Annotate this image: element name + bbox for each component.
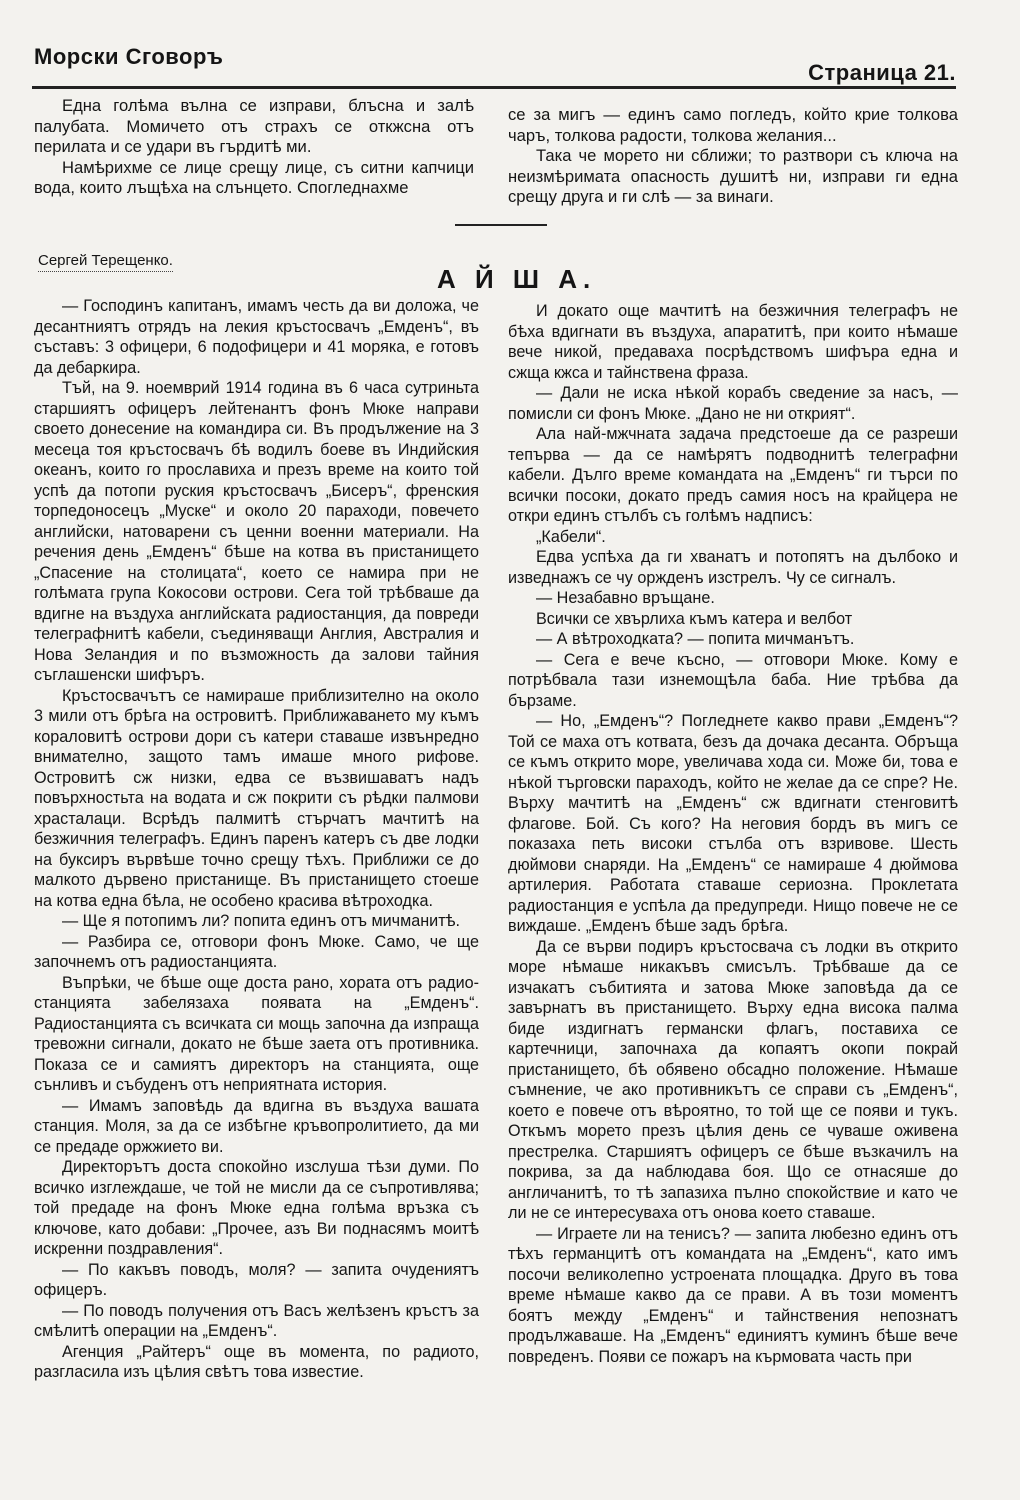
paragraph: Да се върви подиръ кръстосвача съ лодки въ открито море нѣмаше никакъвъ смисълъ. Трѣбваше да се изчакатъ събитията и затова Мюке заповѣда да се завърнатъ въ пристанището. Върху една висока палма биде издигнатъ германски флагъ, поставиха се картечници, започнаха да копаятъ окопи покрай пристанището, бѣ обявено обсадно положение. Нѣмаше съмнение, че ако противникътъ се справи съ „Емденъ“, което е повече отъ вѣроятно, то той ще се появи и тукъ. Откъмъ морето презъ цѣлия день се чуваше оживена престрелка. Старшиятъ офицеръ се бѣше възкачилъ на покрива, за да наблюдава боя. Що се отнасяше до англичанитѣ, то тѣ запазиха пълно спокойствие и като че ли не се интересуваха отъ онова което ставаше.: [508, 937, 958, 1222]
paragraph: се за мигъ — единъ само погледъ, който крие толкова чаръ, толкова радости, толкова желания...: [508, 105, 958, 145]
paragraph: Въпрѣки, че бѣше още доста рано, хората отъ радио-станцията забелязаха появата на „Емденъ“. Радиостанцията съ всичката си мощь започна да изпраща тревожни сигнали, докато не бѣше заета отъ противника. Показа се и самиятъ директоръ на станцията, още сънливъ и събуденъ отъ неприятната история.: [34, 973, 479, 1094]
article-title: А Й Ш А.: [437, 264, 597, 294]
paragraph: Кръстосвачътъ се намираше приблизително на около 3 мили отъ брѣга на островитѣ. Приближаването му къмъ кораловитѣ острови дори съ катери ставаше извънредно внимателно, защото тамъ имаше много рифове. Островитѣ сж низки, едва се възвишаватъ надъ повърхностьта на водата и сж покрити съ рѣдки палмови храсталаци. Всрѣдъ палмитѣ стърчатъ мачтитѣ на безжичния телеграфъ. Единъ паренъ катеръ съ две лодки на буксиръ вървѣше точно срещу тѣхъ. Приближи се до малкото дървено пристанище. Въ пристанището стоеше на котва една бѣла, не особено красива вѣтроходка.: [34, 686, 479, 910]
paragraph: — Играете ли на тенисъ? — запита любезно единъ отъ тѣхъ германцитѣ отъ командата на „Емденъ“, като имъ посочи великолепно устроената площадка. Друго въ това време нѣмаше какво да се прави. А въ този моментъ боятъ между „Емденъ“ и тайнствения непознатъ продължаваше. На „Емденъ“ единиятъ куминъ бѣше вече повреденъ. Появи се пожаръ на кърмовата часть при: [508, 1224, 958, 1366]
paragraph: — Господинъ капитанъ, имамъ честь да ви доложа, че десантниятъ отрядъ на лекия кръстосвачъ „Емденъ“, въ съставъ: 3 офицери, 6 подофицери и 41 моряка, е готовъ да дебаркира.: [34, 297, 479, 377]
paragraph: — Дали не иска нѣкой корабъ сведение за насъ, — помисли си фонъ Мюке. „Дано не ни открият“.: [508, 384, 958, 423]
paragraph: — Но, „Емденъ“? Погледнете какво прави „Емденъ“? Той се маха отъ котвата, безъ да дочака десанта. Обръща се къмъ открито море, увеличава хода си. Може би, това е нѣкой търговски параходъ, който не желае да се спре? Не. Върху мачтитѣ на „Емденъ“ сж вдигнати стенговитѣ флагове. Бой. Съ кого? На неговия бордъ въ мигъ се показаха петь високи стълба отъ взривове. Шесть дюймови снаряди. На „Емденъ“ се намираше 4 дюймова артилерия. Работата ставаше сериозна. Проклетата радиостанция е успѣла да предупреди. Нищо повече не се виждаше. „Емденъ бѣше задъ брѣга.: [508, 712, 958, 935]
magazine-title: Морски Сговоръ: [34, 44, 224, 69]
paragraph: — По поводъ получения отъ Васъ желѣзенъ кръстъ за смѣлитѣ операции на „Емденъ“.: [34, 1301, 479, 1340]
paragraph: — Разбира се, отговори фонъ Мюке. Само, че ще започнемъ отъ радиостанцията.: [34, 932, 479, 971]
paragraph: — Имамъ заповѣдь да вдигна въ въздуха вашата станция. Моля, за да се избѣгне кръвопролитието, да ми се предаде оржжието ви.: [34, 1096, 479, 1156]
paragraph: — А вѣтроходката? — попита мичманътъ.: [536, 630, 855, 648]
paragraph: Така че морето ни сближи; то разтвори съ ключа на неизмѣримата опасность душитѣ ни, изправи ги една срещу друга и ги слѣ — за винаги.: [508, 146, 958, 207]
paragraph: — Сега е вече късно, — отговори Мюке. Кому е потрѣбвала тази изнемощѣла баба. Ние трѣбва да бързаме.: [508, 650, 958, 710]
paragraph: Едва успѣха да ги хванатъ и потопятъ на дълбоко и изведнажъ се чу оржденъ изстрелъ. Чу се сигналъ.: [508, 548, 958, 587]
paragraph: Агенция „Райтеръ“ още въ момента, по радиото, разгласила изъ цѣлия свѣтъ това известие.: [34, 1342, 479, 1381]
paragraph: — Ще я потопимъ ли? попита единъ отъ мичманитѣ.: [62, 912, 461, 930]
article-right-column: [508, 301, 958, 1367]
page-number: Страница 21.: [808, 60, 956, 85]
article-left-column: [34, 296, 479, 1383]
paragraph: „Кабели“.: [536, 527, 606, 546]
paragraph: Една голѣма вълна се изправи, блъсна и залѣ палубата. Момичето отъ страхъ се откжсна отъ перилата и се удари въ гърдитѣ ми.: [34, 96, 474, 157]
intro-right-column: [508, 105, 958, 208]
paragraph: — По какъвъ поводъ, моля? — запита очудениятъ офицеръ.: [34, 1260, 479, 1299]
paragraph: Директорътъ доста спокойно изслуша тѣзи думи. По всичко изглеждаше, че той не мисли да се съпротивлява; той предаде на фонъ Мюке една голѣма връзка съ ключове, като добави: „Прочее, азъ Ви поднасямъ моитѣ искренни поздравления“.: [34, 1158, 479, 1258]
article-author: Сергей Терещенко.: [38, 252, 173, 272]
paragraph: — Незабавно връщане.: [536, 589, 715, 607]
paragraph: Всички се хвърлиха къмъ катера и велбот: [536, 609, 853, 628]
intro-left-column: [34, 96, 474, 199]
section-divider: [455, 224, 547, 226]
paragraph: И докато още мачтитѣ на безжичния телеграфъ не бѣха вдигнати въ въздуха, апаратитѣ, при които нѣмаше вече никой, предаваха посрѣдствомъ шифъра една и сжща кжса и тайнствена фраза.: [508, 302, 958, 382]
paragraph: Ала най-мжчната задача предстоеше да се разреши тепърва — да се намѣрятъ подводнитѣ телеграфни кабели. Дълго време командата на „Емденъ“ ги търси по всички посоки, докато предъ самия носъ на крайцера не откри единъ стълбъ съ голѣмъ надписъ:: [508, 425, 958, 525]
paragraph: Тъй, на 9. ноемврий 1914 година въ 6 часа сутриньта старшиятъ офицеръ лейтенантъ фонъ Мюке направи своето донесение на командира си. Въ продължение на 3 месеца тоя кръстосвачъ бѣ водилъ боеве въ Индийския океанъ, които го прославиха и презъ време на които той успѣ да потопи руския кръстосвачъ „Бисеръ“, френския торпедоносецъ „Муске“ и около 20 параходи, повечето английски, натоварени съ ценни военни материали. На речения день „Емденъ“ бѣше на котва въ пристанището „Спасение на столицата“, което се намира при не голѣмата група Кокосови острови. Сега той трѣбваше да вдигне на въздуха английската радиостанция, да повреди телеграфнитѣ кабели, съединяващи Англия, Австралия и Нова Зеландия и по възможность да залови тайния съглашенски шифъръ.: [34, 379, 479, 684]
paragraph: Намѣрихме се лице срещу лице, съ ситни капчици вода, които лъщѣха на слънцето. Спогледнахме: [34, 157, 474, 198]
header-rule: [32, 86, 956, 89]
